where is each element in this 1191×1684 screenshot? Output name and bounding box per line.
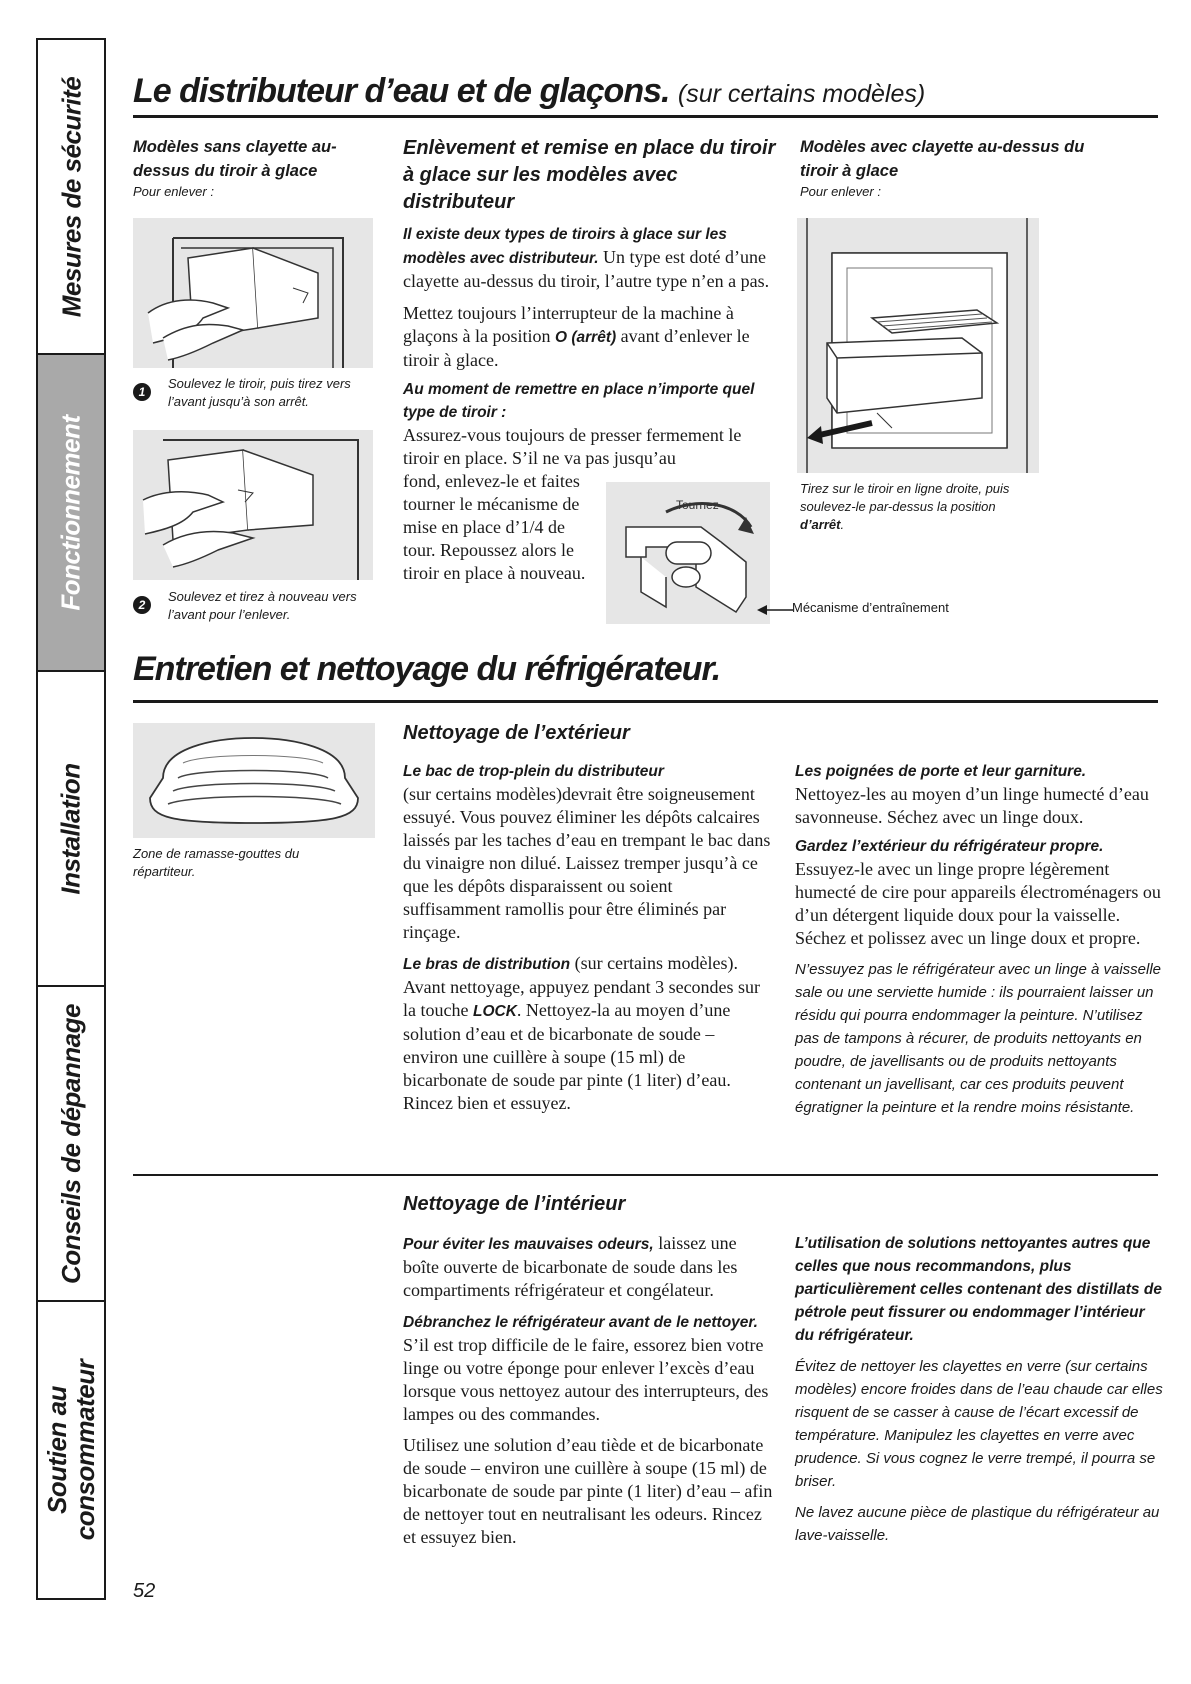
- right-caption-text-a: Tirez sur le tiroir en ligne droite, puis soulevez-le par-dessus la position: [800, 481, 1010, 514]
- middle-p3b: fond, enlevez-le et faites tourner le mécanisme de mise en place d’1/4 de tour. Repoussez alors le tiroir en place à nouveau.: [403, 471, 586, 583]
- right-caption: [800, 480, 1020, 534]
- drip-tray-illustration: [133, 723, 375, 838]
- arm-lock: LOCK: [472, 1003, 517, 1020]
- dishwasher-text: Ne lavez aucune pièce de plastique du réfrigérateur au lave-vaisselle.: [795, 1504, 1160, 1544]
- turn-label: Tournez: [676, 498, 719, 512]
- divider: [133, 115, 1158, 118]
- step1-number: 1: [133, 383, 151, 401]
- exterior-heading: Nettoyage de l’extérieur: [403, 722, 630, 744]
- keep-heading: Gardez l’extérieur du réfrigérateur propre.: [795, 838, 1104, 855]
- section1-title: [133, 72, 925, 111]
- middle-p1-bold: Il existe deux types de tiroirs à glace sur les modèles avec distributeur.: [403, 226, 727, 267]
- mechanism-arrow: [755, 603, 795, 617]
- interior-heading: Nettoyage de l’intérieur: [403, 1193, 626, 1215]
- step2-text: Soulevez et tirez à nouveau vers l’avant pour l’enlever.: [168, 589, 357, 622]
- glass-text: Évitez de nettoyer les clayettes en verre (sur certains modèles) encore froides dans de l’eau chaude car elles risquent de se casser à cause de l’écart excessif de température. Manipulez les clayettes en verre avec prudence. Si vous cognez le verre trempé, il pourra se briser.: [795, 1358, 1163, 1490]
- tray-text: (sur certains modèles)devrait être soigneusement essuyé. Vous pouvez éliminer les dépôts calcaires laissés par les taches d’eau en trempant le bac dans du vinaigre non dilué. Laissez tremper jusqu’à ce que les dépôts disparaissent ou soient suffisamment ramollis pour être éliminés par rinçage.: [403, 784, 771, 942]
- right-column: [800, 135, 1100, 201]
- tab-soutien[interactable]: [38, 1302, 104, 1598]
- right-caption-bold: d’arrêt: [800, 517, 841, 532]
- middle-p1: [403, 222, 778, 293]
- right-to-remove: Pour enlever :: [800, 184, 881, 199]
- arm-heading: Le bras de distribution: [403, 956, 571, 973]
- middle-p2-text-b: avant d’enlever le tiroir à glace.: [403, 326, 750, 370]
- drawer-lift-illustration: [133, 218, 373, 368]
- middle-p2: [403, 302, 778, 372]
- odor-heading: Pour éviter les mauvaises odeurs,: [403, 1236, 654, 1253]
- step2-caption: [133, 588, 383, 624]
- section-tabs: [36, 38, 106, 1600]
- drawer-remove-illustration: [133, 430, 373, 580]
- handles-text: Nettoyez-les au moyen d’un linge humecté d’eau savonneuse. Séchez avec un linge doux.: [795, 784, 1149, 827]
- solution-text: Utilisez une solution d’eau tiède et de bicarbonate de soude – environ une cuillère à soupe (15 ml) de bicarbonate de soude par pinte (1 liter) d’eau – afin de nettoyer tout en neutralisant les odeurs. Rincez et essuyez bien.: [403, 1435, 773, 1547]
- middle-p3a: Assurez-vous toujours de presser fermement le tiroir en place. S’il ne va pas jusqu’au: [403, 425, 742, 468]
- exterior-right: [795, 760, 1165, 1119]
- keep-text: Essuyez-le avec un linge propre légèrement humecté de cire pour appareils électroménagers ou d’un détergent liquide doux pour la vaisselle. Séchez et polissez avec un linge doux et propre.: [795, 859, 1161, 948]
- left-heading: Modèles sans clayette au-dessus du tiroir à glace: [133, 138, 337, 180]
- middle-p2-bold: O (arrêt): [554, 329, 617, 346]
- section2-title: Entretien et nettoyage du réfrigérateur.: [133, 650, 721, 688]
- unplug-text: S’il est trop difficile de le faire, essorez bien votre linge ou votre éponge pour enlever l’excès d’eau lorsque vous nettoyez autour des interrupteurs, des lampes ou des commandes.: [403, 1335, 769, 1424]
- left-to-remove: Pour enlever :: [133, 184, 214, 199]
- right-heading: Modèles avec clayette au-dessus du tiroir à glace: [800, 138, 1085, 180]
- shelf-drawer-illustration: [797, 218, 1039, 473]
- tab-label: Mesures de sécurité: [56, 76, 87, 317]
- tab-depannage[interactable]: [38, 987, 104, 1302]
- right-caption-text-b: .: [840, 517, 845, 532]
- tab-fonctionnement[interactable]: [38, 355, 104, 672]
- tab-label: Conseils de dépannage: [56, 1003, 86, 1284]
- interior-left: [403, 1232, 773, 1549]
- section1-title-sub: (sur certains modèles): [677, 80, 926, 108]
- unplug-heading: Débranchez le réfrigérateur avant de le nettoyer.: [403, 1314, 758, 1331]
- arm-paragraph: [403, 952, 773, 1115]
- arm-text-b: . Nettoyez-la au moyen d’une solution d’eau et de bicarbonate de soude – environ une cuillère à soupe (15 ml) de bicarbonate de soude par pinte (1 liter) d’eau. Rincez bien et essuyez.: [403, 1000, 731, 1113]
- left-column: [133, 135, 363, 201]
- odor-text: laissez une boîte ouverte de bicarbonate de soude dans les compartiments réfrigérateur et congélateur.: [403, 1233, 738, 1300]
- interior-right: [795, 1232, 1165, 1547]
- handles-heading: Les poignées de porte et leur garniture.: [795, 763, 1087, 780]
- divider: [133, 1174, 1158, 1176]
- section1-title-main: Le distributeur d’eau et de glaçons.: [133, 72, 670, 110]
- odor-paragraph: [403, 1232, 773, 1302]
- step2-number: 2: [133, 596, 151, 614]
- exterior-warning: N’essuyez pas le réfrigérateur avec un linge à vaisselle sale ou une serviette humide : ils pourraient laisser un résidu qui pourra endommager la peinture. N’utilisez pas de tampons à récurer, de produits nettoyants en poudre, de javellisants ou de produits nettoyants contenant un javellisant, car ces produits peuvent égratigner la peinture et la rendre moins résistante.: [795, 961, 1162, 1116]
- step1-caption: [133, 375, 383, 411]
- step1-text: Soulevez le tiroir, puis tirez vers l’avant jusqu’à son arrêt.: [168, 376, 351, 409]
- middle-p3-heading: Au moment de remettre en place n’importe quel type de tiroir :: [403, 381, 755, 421]
- mechanism-illustration: [606, 482, 770, 624]
- tab-label: Installation: [56, 762, 86, 895]
- unplug-paragraph: [403, 1310, 773, 1426]
- divider: [133, 700, 1158, 703]
- middle-p1-text: Un type est doté d’une clayette au-dessus du tiroir, l’autre type n’en a pas.: [403, 247, 770, 291]
- drip-caption: Zone de ramasse-gouttes du répartiteur.: [133, 846, 300, 879]
- arm-text-a: (sur certains modèles). Avant nettoyage, appuyez pendant 3 secondes sur la touche: [403, 953, 761, 1020]
- exterior-left: [403, 760, 773, 1115]
- middle-p2-text-a: Mettez toujours l’interrupteur de la machine à glaçons à la position: [403, 303, 734, 346]
- tray-heading: Le bac de trop-plein du distributeur: [403, 763, 664, 780]
- middle-heading: Enlèvement et remise en place du tiroir à glace sur les modèles avec distributeur: [403, 137, 776, 213]
- caution-heading: L’utilisation de solutions nettoyantes autres que celles que nous recommandons, plus particulièrement celles contenant des distillats de pétrole peut fissurer ou endommager l’intérieur du réfrigérateur.: [795, 1235, 1162, 1344]
- tab-installation[interactable]: [38, 672, 104, 987]
- tab-label: Soutien au consommateur: [42, 1359, 100, 1541]
- tab-securite[interactable]: [38, 40, 104, 355]
- tab-label: Fonctionnement: [56, 414, 86, 611]
- mechanism-label: Mécanisme d’entraînement: [792, 600, 949, 615]
- page-number: 52: [133, 1580, 156, 1602]
